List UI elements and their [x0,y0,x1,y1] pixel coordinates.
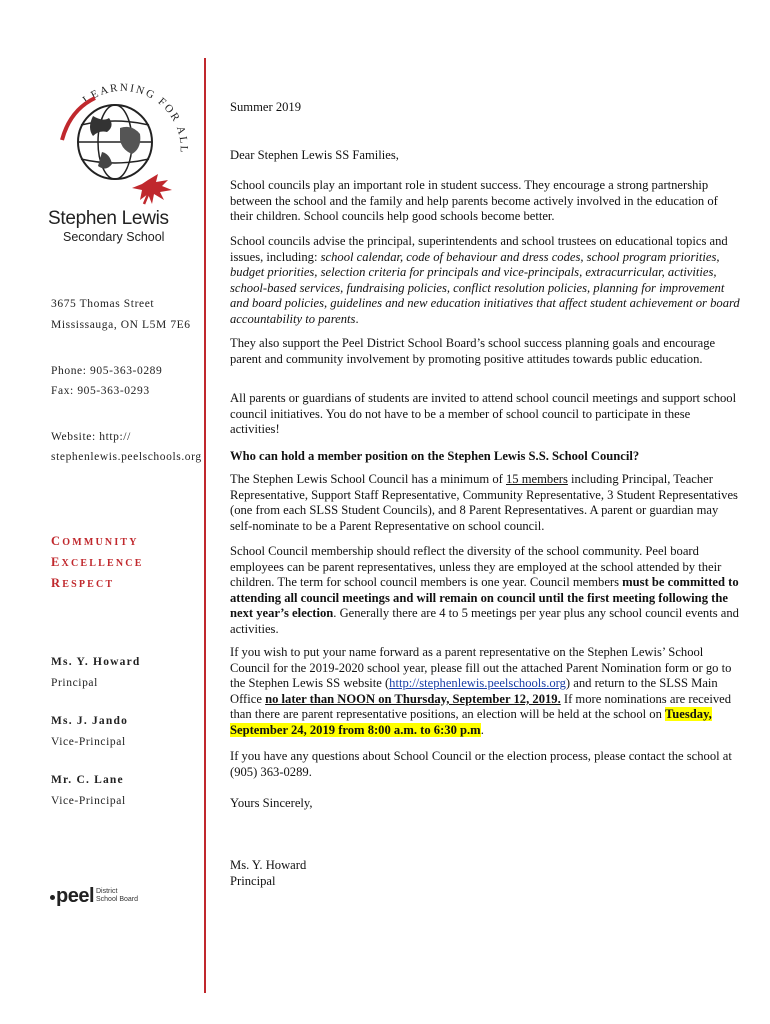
staff-role: Principal [51,677,98,689]
logo-school-subname: Secondary School [63,230,165,244]
paragraph: School councils play an important role in student success. They encourage a strong partnership between the school and the family and help parents become actively involved in the education of their children. School councils help good schools become better. [230,178,718,224]
website-label: Website: http:// [51,431,131,443]
election-date-highlight: Tuesday, September 24, 2019 from 8:00 a.m. to 6:30 p.m [230,707,712,737]
letter-date: Summer 2019 [230,100,302,114]
logo-school-name: Stephen Lewis [48,208,169,229]
value-community: COMMUNITY [51,534,139,548]
peel-board-logo: peel District School Board [50,886,160,916]
school-logo [40,80,190,250]
website-link[interactable]: http://stephenlewis.peelschools.org [389,676,566,691]
staff-name: Mr. C. Lane [51,774,124,786]
staff-role: Vice-Principal [51,795,126,807]
fax-number: Fax: 905-363-0293 [51,385,150,397]
peel-dot-icon [50,895,55,900]
signature-title: Principal [230,874,276,888]
letter-greeting: Dear Stephen Lewis SS Families, [230,148,399,162]
signature-name: Ms. Y. Howard [230,858,307,872]
paragraph: They also support the Peel District School Board’s school success planning goals and encourage parent and community involvement by promoting positive attitudes towards public education. [230,336,716,366]
value-excellence: EXCELLENCE [51,555,144,569]
letter-closing: Yours Sincerely, [230,796,313,810]
paragraph: If you wish to put your name forward as a parent representative on the Stephen Lewis’ School Council for the 2019-2020 school year, please fill out the attached Parent Nomination form or go to the Stephen Lewis SS website (http://stephenlewis.peelschools.org) and return to the SLSS Main Office no later than NOON on Thursday, September 12, 2019. If more nominations are received than there are parent representative positions, an election will be held at the school on Tuesday, September 24, 2019 from 8:00 a.m. to 6:30 p.m. [230,645,732,737]
deadline-text: no later than NOON on Thursday, September 12, 2019. [265,691,561,706]
divider-line [204,58,206,993]
paragraph: All parents or guardians of students are invited to attend school council meetings and support school council initiatives. You do not have to be a member of school council to participate in these activities! [230,391,737,437]
paragraph: School councils advise the principal, superintendents and school trustees on educational topics and issues, including: school calendar, code of behaviour and dress codes, school program priorities, budget priorities, selection criteria for principals and vice-principals, extracurricular, activities, school-based services, fundraising policies, conflict resolution policies, planning for improvement and board policies, guidelines and new education initiatives that affect student achievement or board accountability to parents. [230,234,740,326]
paragraph: The Stephen Lewis School Council has a minimum of 15 members including Principal, Teacher Representative, Support Staff Representative, Community Representative, 3 Student Representatives (one from each SLSS Student Councils), and 8 Parent Representatives. A parent or guardian may self-nominate to be a Parent Representative on school council. [230,472,738,533]
address-line-2: Mississauga, ON L5M 7E6 [51,319,191,331]
address-line-1: 3675 Thomas Street [51,298,155,310]
logo-arc-text: LEARNING FOR ALL [80,81,190,155]
value-respect: RESPECT [51,576,115,590]
website-url[interactable]: stephenlewis.peelschools.org [51,451,202,463]
paragraph: School Council membership should reflect the diversity of the school community. Peel board employees can be parent representatives, unless they are employed at the school attended by their children. The term for school council members is one year. Council members must be committed to attending all council meetings and will remain on council until the first meeting following the next year’s election. Generally there are 4 to 5 meetings per year plus any school council events and activities. [230,544,739,636]
section-heading: Who can hold a member position on the Stephen Lewis S.S. School Council? [230,449,640,463]
globe-leaf-icon [40,80,190,215]
staff-name: Ms. J. Jando [51,715,129,727]
staff-role: Vice-Principal [51,736,126,748]
paragraph: If you have any questions about School Council or the election process, please contact the school at (905) 363-0289. [230,749,732,779]
phone-number: Phone: 905-363-0289 [51,365,163,377]
staff-name: Ms. Y. Howard [51,656,141,668]
